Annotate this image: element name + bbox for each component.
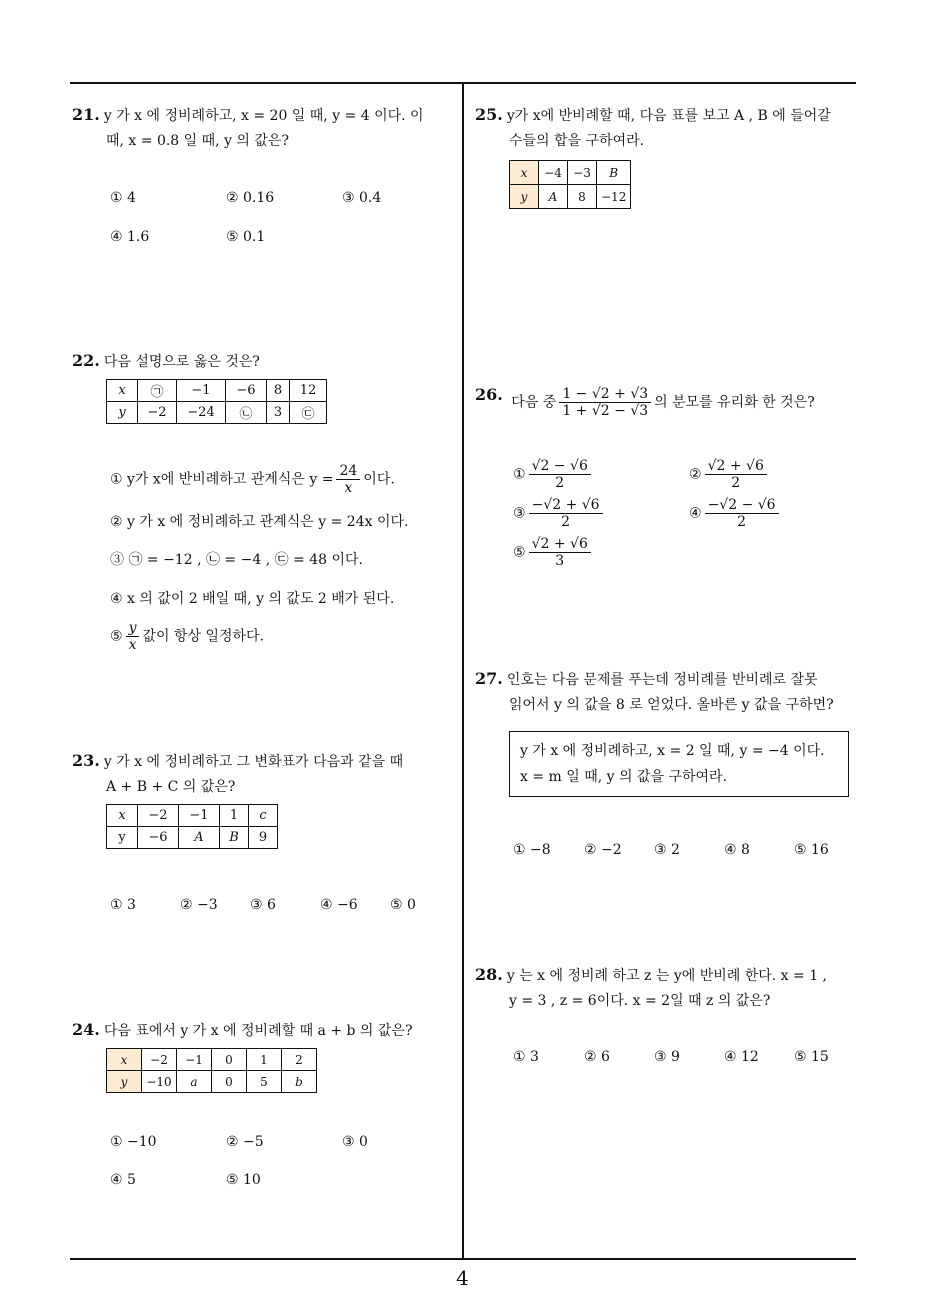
bottom-rule <box>70 1258 856 1260</box>
q22-option-1[interactable] <box>110 463 395 496</box>
question-text-line1: y가 x에 반비례할 때, 다음 표를 보고 A , B 에 들어갈 <box>506 108 831 124</box>
question-text-line2: 수들의 합을 구하여라. <box>509 133 645 149</box>
q28-option-1[interactable]: ① 3 <box>513 1049 539 1065</box>
table-cell: ㉡ <box>226 402 267 424</box>
table-cell: 9 <box>249 827 278 849</box>
table-cell: a <box>177 1071 212 1093</box>
option-mark: ① <box>513 466 526 483</box>
q21-option-2[interactable]: ② 0.16 <box>226 190 275 206</box>
q28-option-2[interactable]: ② 6 <box>584 1049 610 1065</box>
fraction <box>529 497 603 530</box>
question-number: 27. <box>475 669 503 688</box>
table-row <box>107 380 327 402</box>
question-text: 다음 표에서 y 가 x 에 정비례할 때 a + b 의 값은? <box>103 1023 413 1039</box>
question-number: 25. <box>475 105 503 124</box>
table-cell: −4 <box>539 161 568 185</box>
option-text: 값이 항상 일정하다. <box>142 628 265 645</box>
table-cell: y <box>107 402 138 424</box>
denominator: 2 <box>731 475 741 491</box>
denominator: 2 <box>561 514 571 530</box>
q28-option-3[interactable]: ③ 9 <box>654 1049 680 1065</box>
numerator: y <box>126 620 140 637</box>
option-mark: ② <box>689 466 702 483</box>
page-number: 4 <box>456 1266 469 1290</box>
question-number: 21. <box>72 105 100 124</box>
table-cell: B <box>597 161 631 185</box>
question-21 <box>72 102 460 154</box>
question-number: 28. <box>475 965 503 984</box>
question-23 <box>72 748 460 800</box>
table-cell: 0 <box>212 1049 247 1071</box>
table-cell: 0 <box>212 1071 247 1093</box>
numerator: −√2 − √6 <box>705 497 779 514</box>
table-cell: b <box>282 1071 317 1093</box>
question-25 <box>475 102 860 154</box>
option-mark: ③ <box>513 505 526 522</box>
q22-table <box>106 379 327 424</box>
table-cell: A <box>179 827 220 849</box>
table-header-cell: x <box>107 1049 142 1071</box>
question-text-line1: y 가 x 에 정비례하고, x = 20 일 때, y = 4 이다. 이 <box>103 108 424 124</box>
question-28 <box>475 962 860 1014</box>
table-cell: c <box>249 805 278 827</box>
question-24 <box>72 1017 412 1044</box>
q21-option-3[interactable]: ③ 0.4 <box>342 190 382 206</box>
denominator: 2 <box>737 514 747 530</box>
denominator: 3 <box>555 553 565 569</box>
table-cell: x <box>107 380 138 402</box>
table-cell: 8 <box>267 380 290 402</box>
question-22 <box>72 348 260 375</box>
table-cell: −6 <box>138 827 179 849</box>
table-cell: 5 <box>247 1071 282 1093</box>
table-cell: −24 <box>177 402 226 424</box>
box-line2: x = m 일 때, y 의 값을 구하여라. <box>520 769 728 785</box>
table-header-cell: y <box>107 1071 142 1093</box>
question-text-line2: 때, x = 0.8 일 때, y 의 값은? <box>106 133 289 149</box>
q23-option-2[interactable]: ② −3 <box>180 897 218 913</box>
q26-option-1[interactable] <box>513 458 594 491</box>
q24-option-1[interactable]: ① −10 <box>110 1134 157 1150</box>
table-header-cell: x <box>510 161 539 185</box>
fraction <box>529 536 591 569</box>
table-cell: ㉢ <box>290 402 327 424</box>
q27-option-2[interactable]: ② −2 <box>584 842 622 858</box>
table-row <box>510 185 631 209</box>
q27-option-4[interactable]: ④ 8 <box>724 842 750 858</box>
denominator: x <box>128 637 137 653</box>
q26-option-4[interactable] <box>689 497 782 530</box>
numerator: −√2 + √6 <box>529 497 603 514</box>
table-row <box>107 1071 317 1093</box>
table-cell: 1 <box>247 1049 282 1071</box>
q24-option-5[interactable]: ⑤ 10 <box>226 1172 261 1188</box>
option-mark: ⑤ <box>513 544 526 561</box>
option-text: ① y가 x에 반비례하고 관계식은 y = <box>110 471 334 488</box>
q26-option-5[interactable] <box>513 536 594 569</box>
table-cell: 1 <box>220 805 249 827</box>
option-text: 이다. <box>363 471 395 488</box>
table-row <box>510 161 631 185</box>
q22-option-5[interactable] <box>110 620 264 653</box>
numerator: 1 − √2 + √3 <box>559 386 651 403</box>
q27-problem-box <box>509 731 849 797</box>
numerator: √2 + √6 <box>529 536 591 553</box>
q27-option-1[interactable]: ① −8 <box>513 842 551 858</box>
question-text: 다음 중 <box>511 394 557 411</box>
question-text: 다음 설명으로 옳은 것은? <box>103 354 260 370</box>
q26-option-3[interactable] <box>513 497 606 530</box>
question-number: 26. <box>475 385 503 404</box>
table-cell: −6 <box>226 380 267 402</box>
q24-option-4[interactable]: ④ 5 <box>110 1172 136 1188</box>
numerator: √2 + √6 <box>705 458 767 475</box>
table-cell: ㉠ <box>138 380 177 402</box>
q28-option-4[interactable]: ④ 12 <box>724 1049 759 1065</box>
table-cell: 2 <box>282 1049 317 1071</box>
q27-option-5[interactable]: ⑤ 16 <box>794 842 829 858</box>
denominator: 1 + √2 − √3 <box>562 403 649 419</box>
table-cell: −3 <box>568 161 597 185</box>
table-cell: −2 <box>138 402 177 424</box>
table-cell: −1 <box>179 805 220 827</box>
table-cell: −12 <box>597 185 631 209</box>
column-divider <box>462 82 464 1259</box>
denominator: x <box>344 480 353 496</box>
table-cell: B <box>220 827 249 849</box>
fraction <box>336 463 360 496</box>
question-26 <box>475 386 860 419</box>
fraction <box>126 620 140 653</box>
q27-option-3[interactable]: ③ 2 <box>654 842 680 858</box>
question-text-line1: y 는 x 에 정비례 하고 z 는 y에 반비례 한다. x = 1 , <box>506 968 828 984</box>
question-text: 의 분모를 유리화 한 것은? <box>654 394 815 411</box>
q23-option-3[interactable]: ③ 6 <box>250 897 276 913</box>
q23-option-5[interactable]: ⑤ 0 <box>390 897 416 913</box>
q21-option-4[interactable]: ④ 1.6 <box>110 229 150 245</box>
question-number: 23. <box>72 751 100 770</box>
q24-option-3[interactable]: ③ 0 <box>342 1134 368 1150</box>
table-cell: −2 <box>142 1049 177 1071</box>
fraction <box>559 386 651 419</box>
q25-table <box>509 160 631 209</box>
fraction <box>705 497 779 530</box>
table-row <box>107 1049 317 1071</box>
q21-option-5[interactable]: ⑤ 0.1 <box>226 229 266 245</box>
question-text-line2: 읽어서 y 의 값을 8 로 얻었다. 올바른 y 값을 구하면? <box>509 697 834 713</box>
q26-option-2[interactable] <box>689 458 770 491</box>
question-text-line2: A + B + C 의 값은? <box>106 779 236 795</box>
q23-option-1[interactable]: ① 3 <box>110 897 136 913</box>
q28-option-5[interactable]: ⑤ 15 <box>794 1049 829 1065</box>
q23-option-4[interactable]: ④ −6 <box>320 897 358 913</box>
table-cell: 8 <box>568 185 597 209</box>
table-row <box>107 805 278 827</box>
option-mark: ⑤ <box>110 628 123 645</box>
table-cell: −1 <box>177 380 226 402</box>
numerator: 24 <box>336 463 360 480</box>
table-header-cell: y <box>510 185 539 209</box>
box-line1: y 가 x 에 정비례하고, x = 2 일 때, y = −4 이다. <box>520 743 825 759</box>
question-text-line1: y 가 x 에 정비례하고 그 변화표가 다음과 같을 때 <box>103 754 404 770</box>
table-cell: −1 <box>177 1049 212 1071</box>
fraction <box>705 458 767 491</box>
table-cell: −2 <box>138 805 179 827</box>
question-text-line1: 인호는 다음 문제를 푸는데 정비례를 반비례로 잘못 <box>506 672 818 688</box>
fraction <box>529 458 591 491</box>
denominator: 2 <box>555 475 565 491</box>
q22-option-3[interactable]: ③ ㉠ = −12 , ㉡ = −4 , ㉢ = 48 이다. <box>110 552 363 568</box>
table-cell: A <box>539 185 568 209</box>
question-number: 24. <box>72 1020 100 1039</box>
table-cell: y <box>107 827 138 849</box>
q21-option-1[interactable]: ① 4 <box>110 190 136 206</box>
table-row <box>107 402 327 424</box>
question-number: 22. <box>72 351 100 370</box>
table-row <box>107 827 278 849</box>
q23-table <box>106 804 278 849</box>
table-cell: 12 <box>290 380 327 402</box>
question-text-line2: y = 3 , z = 6이다. x = 2일 때 z 의 값은? <box>509 993 771 1009</box>
table-cell: −10 <box>142 1071 177 1093</box>
q22-option-4[interactable]: ④ x 의 값이 2 배일 때, y 의 값도 2 배가 된다. <box>110 591 395 607</box>
q22-option-2[interactable]: ② y 가 x 에 정비례하고 관계식은 y = 24x 이다. <box>110 514 409 530</box>
q24-table <box>106 1048 317 1093</box>
q24-option-2[interactable]: ② −5 <box>226 1134 264 1150</box>
table-cell: x <box>107 805 138 827</box>
table-cell: 3 <box>267 402 290 424</box>
numerator: √2 − √6 <box>529 458 591 475</box>
option-mark: ④ <box>689 505 702 522</box>
question-27 <box>475 666 860 718</box>
